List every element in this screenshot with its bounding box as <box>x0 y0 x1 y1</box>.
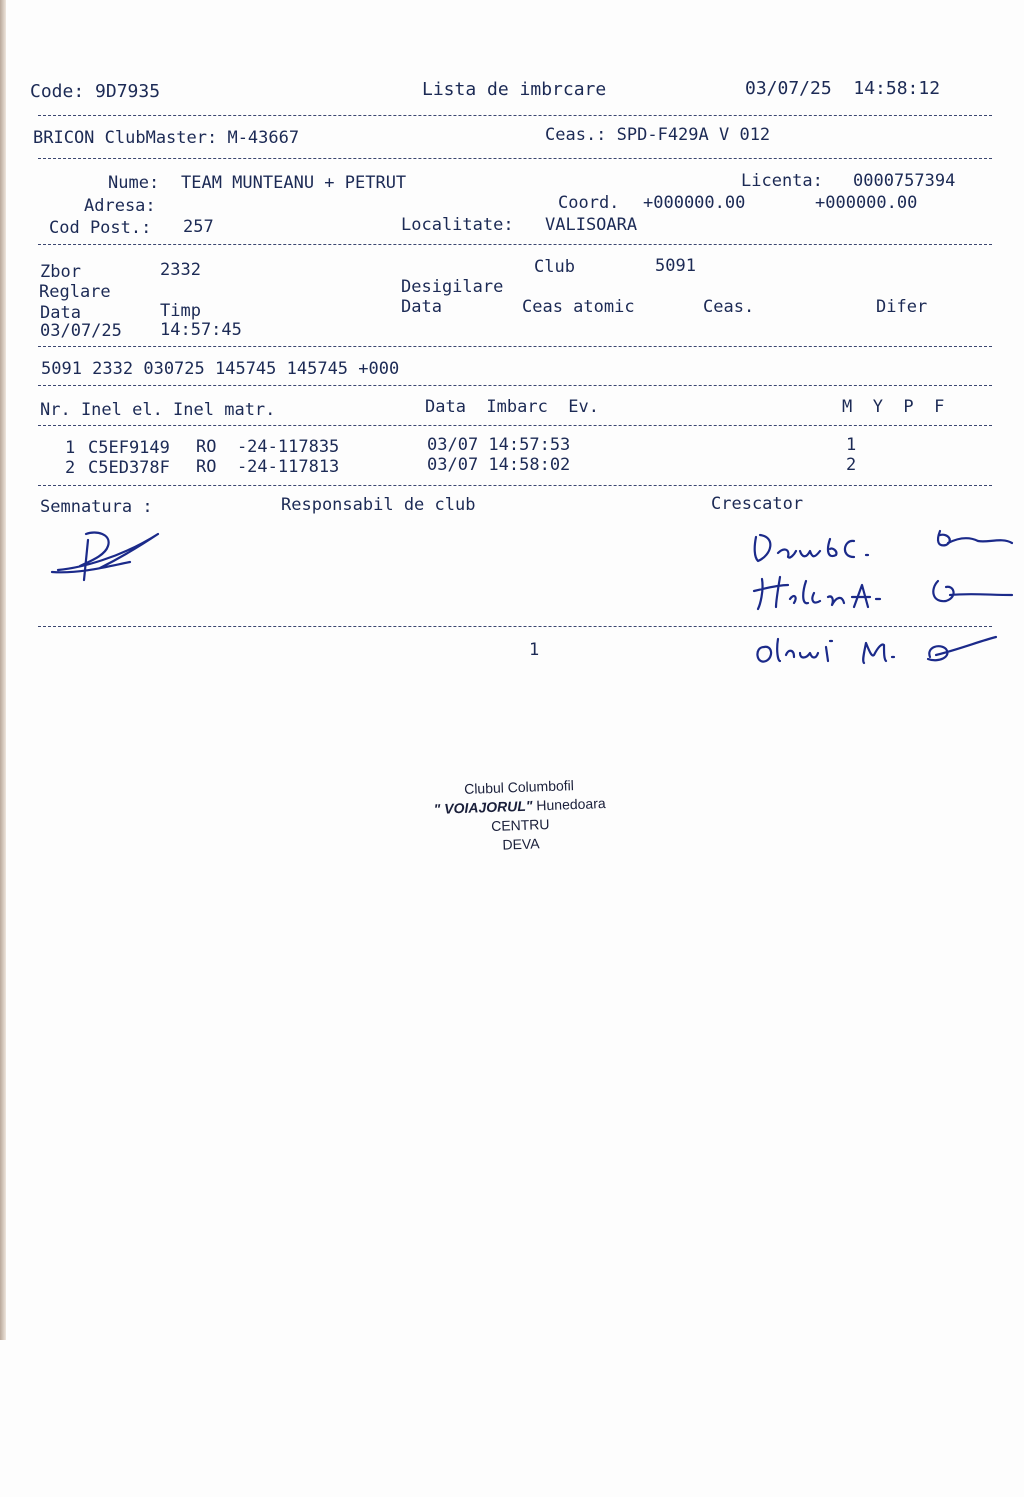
coord-lat: +000000.00 <box>643 193 746 213</box>
clock-id: Ceas.: SPD-F429A V 012 <box>545 125 771 145</box>
code-label: Code: 9D7935 <box>30 81 161 102</box>
clubmaster-id: BRICON ClubMaster: M-43667 <box>33 128 300 148</box>
reglare-time: 14:57:45 <box>160 320 242 340</box>
boarding-datetime: 03/07 14:58:02 <box>427 455 571 475</box>
separator <box>38 244 992 245</box>
club-label: Club <box>534 257 575 277</box>
locality-label: Localitate: <box>401 215 514 235</box>
club-value: 5091 <box>655 256 696 276</box>
license-label: Licenta: <box>741 171 823 191</box>
separator <box>38 385 992 386</box>
page-number: 1 <box>529 640 540 660</box>
stamp-club-name: Clubul Columbofil <box>463 777 575 797</box>
row-number: 2 <box>65 458 76 478</box>
signature-label: Semnatura : <box>40 497 153 517</box>
table-header-ring: Nr. Inel el. Inel matr. <box>40 400 276 420</box>
zbor-label: Zbor <box>40 262 81 282</box>
separator <box>38 626 992 627</box>
ring-electronic: C5EF9149 <box>88 438 170 458</box>
desigilare-label: Desigilare <box>401 277 504 297</box>
boarding-datetime: 03/07 14:57:53 <box>427 435 571 455</box>
stamp-center: CENTRU <box>490 815 550 835</box>
ceas-atomic-label: Ceas atomic <box>522 297 635 317</box>
postcode-label: Cod Post.: <box>49 218 152 238</box>
separator <box>38 158 992 159</box>
summary-code-line: 5091 2332 030725 145745 145745 +000 <box>41 359 400 379</box>
separator <box>38 485 992 486</box>
separator <box>38 115 992 116</box>
ring-registration: RO -24-117813 <box>196 457 340 477</box>
ring-electronic: C5ED378F <box>88 458 170 478</box>
breeder-label: Crescator <box>711 494 804 514</box>
postcode: 257 <box>183 217 214 237</box>
reglare-date: 03/07/25 <box>40 321 122 341</box>
m-column: 2 <box>846 455 857 475</box>
owner-name: TEAM MUNTEANU + PETRUT <box>181 173 407 193</box>
name-label: Nume: <box>108 173 160 193</box>
timp-label: Timp <box>160 301 201 321</box>
row-number: 1 <box>65 438 76 458</box>
header-datetime: 03/07/25 14:58:12 <box>745 78 941 99</box>
coord-lon: +000000.00 <box>815 193 918 213</box>
coord-label: Coord. <box>558 193 620 213</box>
locality: VALISOARA <box>545 215 638 235</box>
stamp-county: Hunedoara <box>536 795 606 814</box>
club-responsible-label: Responsabil de club <box>281 495 476 515</box>
table-header-date: Data Imbarc Ev. <box>425 397 599 417</box>
ring-registration: RO -24-117835 <box>196 437 340 457</box>
address-label: Adresa: <box>84 196 156 216</box>
license-number: 0000757394 <box>853 171 956 191</box>
reglare-label: Reglare <box>39 282 111 302</box>
zbor-value: 2332 <box>160 260 201 280</box>
difer-label: Difer <box>876 297 928 317</box>
stamp-club-title: " VOIAJORUL" <box>433 797 533 818</box>
stamp-city: DEVA <box>502 835 540 853</box>
data-label: Data <box>40 303 81 323</box>
club-stamp <box>399 774 642 858</box>
m-column: 1 <box>846 435 857 455</box>
handwritten-signature <box>750 525 1020 675</box>
ceas-label: Ceas. <box>703 297 755 317</box>
separator <box>38 425 992 426</box>
page-edge <box>0 0 6 1340</box>
document-title: Lista de imbrcare <box>422 79 607 100</box>
separator <box>38 346 992 347</box>
desigilare-data-label: Data <box>401 297 442 317</box>
table-header-mypf: M Y P F <box>842 397 945 417</box>
handwritten-signature <box>50 528 170 588</box>
